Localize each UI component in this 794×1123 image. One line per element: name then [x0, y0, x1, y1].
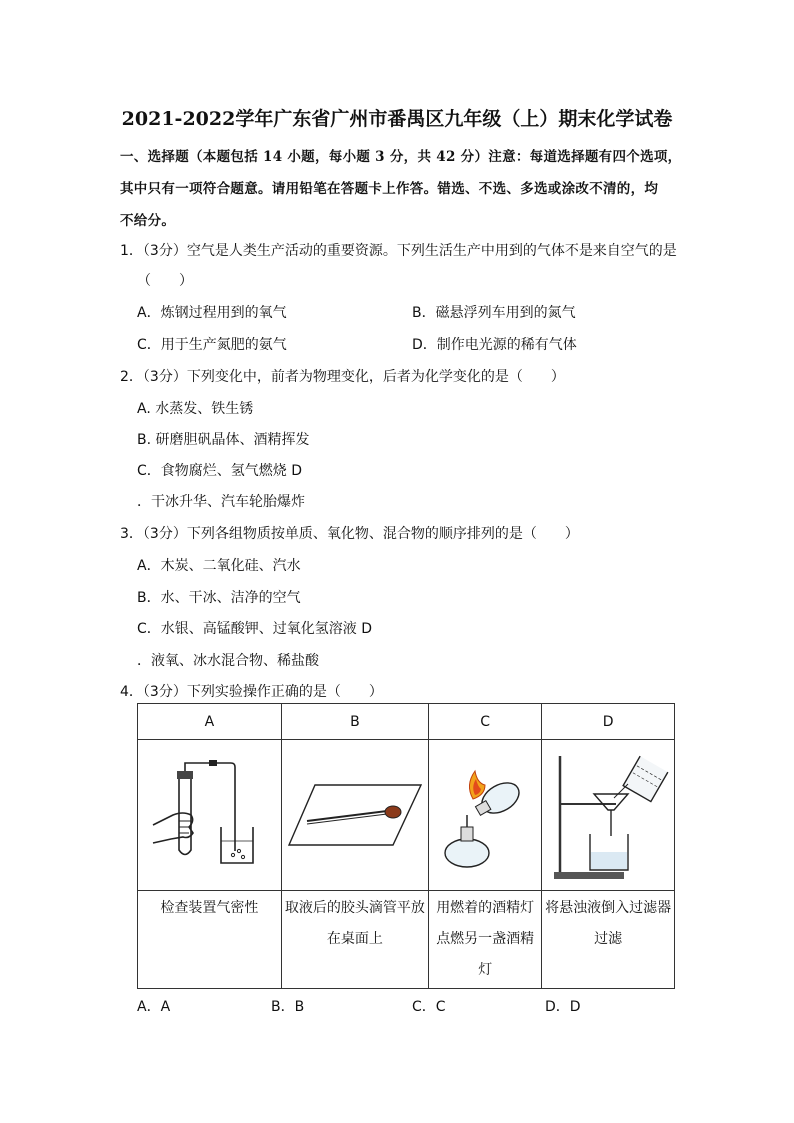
question-3-option-d: ．液氧、冰水混合物、稀盐酸: [137, 653, 319, 669]
question-4-answer-a: A．A: [137, 999, 171, 1015]
question-1-bracket: （ ）: [137, 273, 193, 289]
caption-c-line-3: 灯: [478, 962, 493, 978]
dropper-on-table-diagram: [287, 775, 422, 855]
question-2-option-a: A. 水蒸发、铁生锈: [137, 401, 254, 417]
caption-b-line-1: 取液后的胶头滴管平放: [284, 900, 425, 916]
section-instructions-line-3: 不给分。: [120, 213, 176, 229]
caption-d-line-2: 过滤: [594, 931, 623, 947]
section-instructions-line-2: 其中只有一项符合题意。请用铅笔在答题卡上作答。错选、不选、多选或涂改不清的，均: [120, 181, 659, 197]
caption-b: [281, 891, 428, 989]
question-4-answer-c: C．C: [412, 999, 446, 1015]
question-3-option-b: B．水、干冰、洁净的空气: [137, 590, 301, 606]
question-1-option-b: B．磁悬浮列车用到的氮气: [412, 305, 576, 321]
question-1-option-c: C．用于生产氮肥的氨气: [137, 337, 287, 353]
caption-a-line-1: 检查装置气密性: [160, 900, 259, 916]
alcohol-lamp-lighting-diagram: [435, 755, 535, 875]
question-1-stem: 1．（3分）空气是人类生产活动的重要资源。下列生活生产中用到的气体不是来自空气的是: [120, 243, 677, 259]
caption-d: [542, 891, 675, 989]
caption-a: [138, 891, 282, 989]
diagram-cell-d: [542, 740, 675, 891]
caption-c-line-1: 用燃着的酒精灯: [436, 900, 535, 916]
section-instructions-line-1: 一、选择题（本题包括 14 小题，每小题 3 分，共 42 分）注意：每道选择题有四个选项，: [120, 149, 682, 165]
column-header-d: D: [542, 704, 675, 740]
airtightness-check-diagram: [149, 755, 269, 875]
diagram-cell-b: [281, 740, 428, 891]
question-4-stem: 4．（3分）下列实验操作正确的是（ ）: [120, 684, 383, 700]
question-2-stem: 2．（3分）下列变化中，前者为物理变化，后者为化学变化的是（ ）: [120, 369, 565, 385]
filtration-pouring-diagram: [546, 748, 671, 883]
caption-b-line-2: 在桌面上: [326, 931, 383, 947]
column-header-b: B: [281, 704, 428, 740]
experiment-operations-table: [137, 703, 675, 989]
page-title: 2021-2022学年广东省广州市番禺区九年级（上）期末化学试卷: [121, 108, 673, 130]
question-1-option-a: A．炼钢过程用到的氧气: [137, 305, 287, 321]
question-1-option-d: D．制作电光源的稀有气体: [412, 337, 577, 353]
question-4-answer-d: D．D: [545, 999, 581, 1015]
caption-c-line-2: 点燃另一盏酒精: [436, 931, 535, 947]
diagram-cell-a: [138, 740, 282, 891]
caption-c: [429, 891, 542, 989]
caption-d-line-1: 将悬浊液倒入过滤器: [545, 900, 672, 916]
question-2-option-b: B. 研磨胆矾晶体、酒精挥发: [137, 432, 310, 448]
diagram-cell-c: [429, 740, 542, 891]
question-4-answer-b: B．B: [271, 999, 305, 1015]
question-3-option-c: C．水银、高锰酸钾、过氧化氢溶液 D: [137, 621, 373, 637]
column-header-a: A: [138, 704, 282, 740]
column-header-c: C: [429, 704, 542, 740]
question-3-stem: 3．（3分）下列各组物质按单质、氧化物、混合物的顺序排列的是（ ）: [120, 526, 579, 542]
question-2-option-c: C．食物腐烂、氢气燃烧 D: [137, 463, 303, 479]
question-2-option-d: ．干冰升华、汽车轮胎爆炸: [137, 494, 305, 510]
question-3-option-a: A．木炭、二氧化硅、汽水: [137, 558, 301, 574]
